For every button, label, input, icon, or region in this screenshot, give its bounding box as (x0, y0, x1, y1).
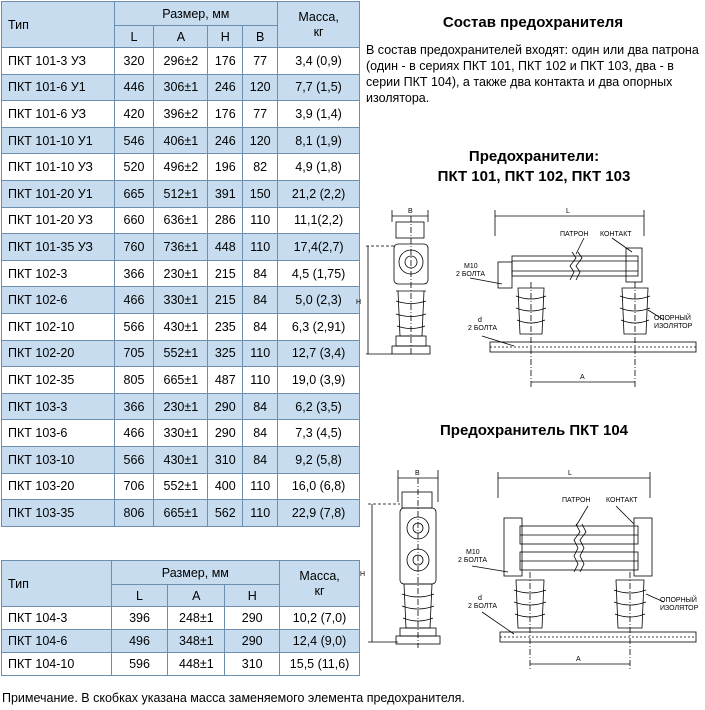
cell-h: 487 (208, 367, 243, 394)
cell-l: 546 (114, 127, 154, 154)
drawing2-label-insulator-2: ИЗОЛЯТОР (660, 605, 699, 612)
table-row (2, 446, 360, 473)
drawing1-label-m10-bolts: 2 БОЛТА (456, 271, 486, 278)
specs-table-body (2, 48, 360, 527)
cell-h: 246 (208, 127, 243, 154)
cell-a: 406±1 (154, 127, 208, 154)
cell-a: 248±1 (168, 607, 225, 630)
cell-type: ПКТ 104-3 (2, 607, 112, 630)
cell-mass: 6,3 (2,91) (278, 313, 360, 340)
drawing2-label-l: L (568, 470, 572, 477)
cell-type: ПКТ 102-6 (2, 287, 115, 314)
cell-a: 665±1 (154, 367, 208, 394)
header-l: L (111, 585, 168, 607)
cell-type: ПКТ 103-6 (2, 420, 115, 447)
cell-mass: 21,2 (2,2) (278, 180, 360, 207)
cell-b: 84 (243, 260, 278, 287)
drawing1-label-insulator-1: ОПОРНЫЙ (654, 315, 691, 322)
cell-b: 84 (243, 313, 278, 340)
cell-mass: 4,5 (1,75) (278, 260, 360, 287)
drawing1-label-insulator-2: ИЗОЛЯТОР (654, 323, 693, 330)
header-type: Тип (2, 561, 112, 607)
table-row (2, 48, 360, 75)
cell-type: ПКТ 103-3 (2, 393, 115, 420)
specs-table-body (2, 607, 360, 676)
table-row (2, 630, 360, 653)
cell-l: 366 (114, 393, 154, 420)
cell-mass: 12,4 (9,0) (280, 630, 360, 653)
header-size: Размер, мм (111, 561, 280, 585)
cell-type: ПКТ 101-35 УЗ (2, 234, 115, 261)
cell-h: 448 (208, 234, 243, 261)
cell-a: 330±1 (154, 420, 208, 447)
cell-type: ПКТ 102-3 (2, 260, 115, 287)
drawing1-label-l: L (566, 208, 570, 215)
table-row (2, 207, 360, 234)
table-row (2, 180, 360, 207)
cell-a: 430±1 (154, 313, 208, 340)
cell-l: 665 (114, 180, 154, 207)
cell-l: 420 (114, 101, 154, 128)
cell-a: 306±1 (154, 74, 208, 101)
header-b: B (243, 26, 278, 48)
cell-b: 77 (243, 48, 278, 75)
drawing1-label-a: A (580, 374, 585, 381)
cell-a: 396±2 (154, 101, 208, 128)
cell-h: 290 (208, 393, 243, 420)
cell-mass: 11,1(2,2) (278, 207, 360, 234)
cell-mass: 10,2 (7,0) (280, 607, 360, 630)
cell-mass: 8,1 (1,9) (278, 127, 360, 154)
header-mass-text: Масса, кг (298, 9, 339, 39)
cell-type: ПКТ 103-35 (2, 500, 115, 527)
table-row (2, 313, 360, 340)
footnote: Примечание. В скобках указана масса заменяемого элемента предохранителя. (2, 691, 465, 705)
cell-mass: 19,0 (3,9) (278, 367, 360, 394)
cell-b: 120 (243, 74, 278, 101)
cell-a: 665±1 (154, 500, 208, 527)
cell-b: 150 (243, 180, 278, 207)
table-row (2, 287, 360, 314)
header-a: A (154, 26, 208, 48)
cell-mass: 5,0 (2,3) (278, 287, 360, 314)
drawing2-label-b: B (415, 470, 420, 477)
table-row (2, 473, 360, 500)
cell-l: 396 (111, 607, 168, 630)
cell-h: 176 (208, 101, 243, 128)
cell-type: ПКТ 102-35 (2, 367, 115, 394)
cell-mass: 9,2 (5,8) (278, 446, 360, 473)
header-mass-text: Масса, кг (299, 568, 340, 598)
cell-a: 448±1 (168, 653, 225, 676)
cell-type: ПКТ 103-20 (2, 473, 115, 500)
cell-mass: 17,4(2,7) (278, 234, 360, 261)
cell-type: ПКТ 101-10 УЗ (2, 154, 115, 181)
cell-l: 446 (114, 74, 154, 101)
table-row (2, 101, 360, 128)
cell-h: 176 (208, 48, 243, 75)
cell-a: 636±1 (154, 207, 208, 234)
cell-l: 760 (114, 234, 154, 261)
drawing-pkt-101-103 (352, 196, 702, 401)
cell-b: 77 (243, 101, 278, 128)
header-l: L (114, 26, 154, 48)
header-mass (280, 561, 360, 607)
header-h: H (208, 26, 243, 48)
cell-l: 366 (114, 260, 154, 287)
drawing2-label-h: H (360, 571, 366, 578)
table-row (2, 260, 360, 287)
cell-type: ПКТ 101-10 У1 (2, 127, 115, 154)
drawing2-label-d: d (478, 595, 482, 602)
cell-l: 805 (114, 367, 154, 394)
cell-type: ПКТ 102-20 (2, 340, 115, 367)
drawing1-title-line2: ПКТ 101, ПКТ 102, ПКТ 103 (437, 168, 631, 185)
cell-l: 466 (114, 287, 154, 314)
cell-l: 566 (114, 313, 154, 340)
cell-l: 496 (111, 630, 168, 653)
drawing2-label-d-bolts: 2 БОЛТА (468, 603, 498, 610)
cell-h: 235 (208, 313, 243, 340)
cell-type: ПКТ 104-10 (2, 653, 112, 676)
cell-a: 552±1 (154, 340, 208, 367)
cell-mass: 4,9 (1,8) (278, 154, 360, 181)
drawing2-label-cartridge: ПАТРОН (562, 497, 591, 504)
cell-type: ПКТ 101-6 УЗ (2, 101, 115, 128)
cell-type: ПКТ 101-6 У1 (2, 74, 115, 101)
cell-b: 84 (243, 393, 278, 420)
table-row (2, 653, 360, 676)
cell-h: 196 (208, 154, 243, 181)
header-mass (278, 2, 360, 48)
cell-l: 320 (114, 48, 154, 75)
cell-l: 566 (114, 446, 154, 473)
cell-a: 230±1 (154, 393, 208, 420)
drawing-pkt-104 (352, 462, 702, 677)
cell-type: ПКТ 101-20 У1 (2, 180, 115, 207)
cell-mass: 6,2 (3,5) (278, 393, 360, 420)
cell-b: 84 (243, 287, 278, 314)
cell-h: 562 (208, 500, 243, 527)
cell-h: 325 (208, 340, 243, 367)
cell-mass: 7,3 (4,5) (278, 420, 360, 447)
cell-a: 552±1 (154, 473, 208, 500)
drawing1-label-b: B (408, 208, 413, 215)
cell-b: 110 (243, 340, 278, 367)
cell-l: 806 (114, 500, 154, 527)
header-h: H (225, 585, 280, 607)
cell-mass: 7,7 (1,5) (278, 74, 360, 101)
cell-a: 496±2 (154, 154, 208, 181)
header-size: Размер, мм (114, 2, 278, 26)
cell-mass: 3,9 (1,4) (278, 101, 360, 128)
cell-l: 520 (114, 154, 154, 181)
cell-l: 706 (114, 473, 154, 500)
cell-mass: 3,4 (0,9) (278, 48, 360, 75)
cell-b: 82 (243, 154, 278, 181)
table-row (2, 340, 360, 367)
table-row (2, 420, 360, 447)
cell-h: 310 (225, 653, 280, 676)
drawing1-label-contact: КОНТАКТ (600, 231, 632, 238)
cell-h: 286 (208, 207, 243, 234)
cell-b: 110 (243, 367, 278, 394)
table-row (2, 393, 360, 420)
cell-l: 596 (111, 653, 168, 676)
composition-title: Состав предохранителя (442, 14, 624, 31)
cell-mass: 22,9 (7,8) (278, 500, 360, 527)
cell-l: 660 (114, 207, 154, 234)
drawing2-title: Предохранитель ПКТ 104 (440, 422, 628, 439)
table-row (2, 367, 360, 394)
specs-table-pkt-101-103 (1, 1, 360, 527)
cell-h: 215 (208, 287, 243, 314)
specs-table-pkt-104 (1, 560, 360, 676)
header-a: A (168, 585, 225, 607)
cell-h: 246 (208, 74, 243, 101)
cell-h: 310 (208, 446, 243, 473)
drawing1-label-d-bolts: 2 БОЛТА (468, 325, 498, 332)
cell-a: 736±1 (154, 234, 208, 261)
cell-type: ПКТ 104-6 (2, 630, 112, 653)
cell-a: 230±1 (154, 260, 208, 287)
cell-a: 430±1 (154, 446, 208, 473)
drawing2-label-insulator-1: ОПОРНЫЙ (660, 597, 697, 604)
drawing1-label-m10: M10 (464, 263, 478, 270)
cell-a: 348±1 (168, 630, 225, 653)
cell-b: 84 (243, 446, 278, 473)
cell-h: 400 (208, 473, 243, 500)
cell-h: 290 (225, 607, 280, 630)
cell-mass: 12,7 (3,4) (278, 340, 360, 367)
cell-b: 110 (243, 207, 278, 234)
cell-b: 84 (243, 420, 278, 447)
drawing2-label-m10-bolts: 2 БОЛТА (458, 557, 488, 564)
cell-h: 290 (225, 630, 280, 653)
cell-type: ПКТ 101-20 УЗ (2, 207, 115, 234)
table-row (2, 607, 360, 630)
drawing2-label-a: A (576, 656, 581, 663)
table-row (2, 154, 360, 181)
drawing2-label-contact: КОНТАКТ (606, 497, 638, 504)
cell-type: ПКТ 102-10 (2, 313, 115, 340)
cell-type: ПКТ 103-10 (2, 446, 115, 473)
cell-h: 391 (208, 180, 243, 207)
drawing2-label-m10: M10 (466, 549, 480, 556)
cell-l: 466 (114, 420, 154, 447)
cell-a: 296±2 (154, 48, 208, 75)
drawing1-label-h: H (356, 299, 362, 306)
table-row (2, 74, 360, 101)
cell-mass: 16,0 (6,8) (278, 473, 360, 500)
cell-a: 330±1 (154, 287, 208, 314)
cell-h: 215 (208, 260, 243, 287)
cell-l: 705 (114, 340, 154, 367)
header-type: Тип (2, 2, 115, 48)
cell-h: 290 (208, 420, 243, 447)
cell-b: 120 (243, 127, 278, 154)
composition-text: В состав предохранителей входят: один или два патрона (один - в сериях ПКТ 101, ПКТ 102 и ПКТ 103, два - в серии ПКТ 104), а также два контакта и два опорных изолятора. (366, 43, 699, 105)
cell-mass: 15,5 (11,6) (280, 653, 360, 676)
table-row (2, 234, 360, 261)
cell-b: 110 (243, 234, 278, 261)
cell-b: 110 (243, 500, 278, 527)
drawing1-title-line1: Предохранители: (468, 148, 600, 165)
drawing1-title (366, 147, 702, 187)
cell-type: ПКТ 101-3 УЗ (2, 48, 115, 75)
cell-b: 110 (243, 473, 278, 500)
drawing1-label-d: d (478, 317, 482, 324)
drawing1-label-cartridge: ПАТРОН (560, 231, 589, 238)
table-row (2, 500, 360, 527)
table-row (2, 127, 360, 154)
cell-a: 512±1 (154, 180, 208, 207)
